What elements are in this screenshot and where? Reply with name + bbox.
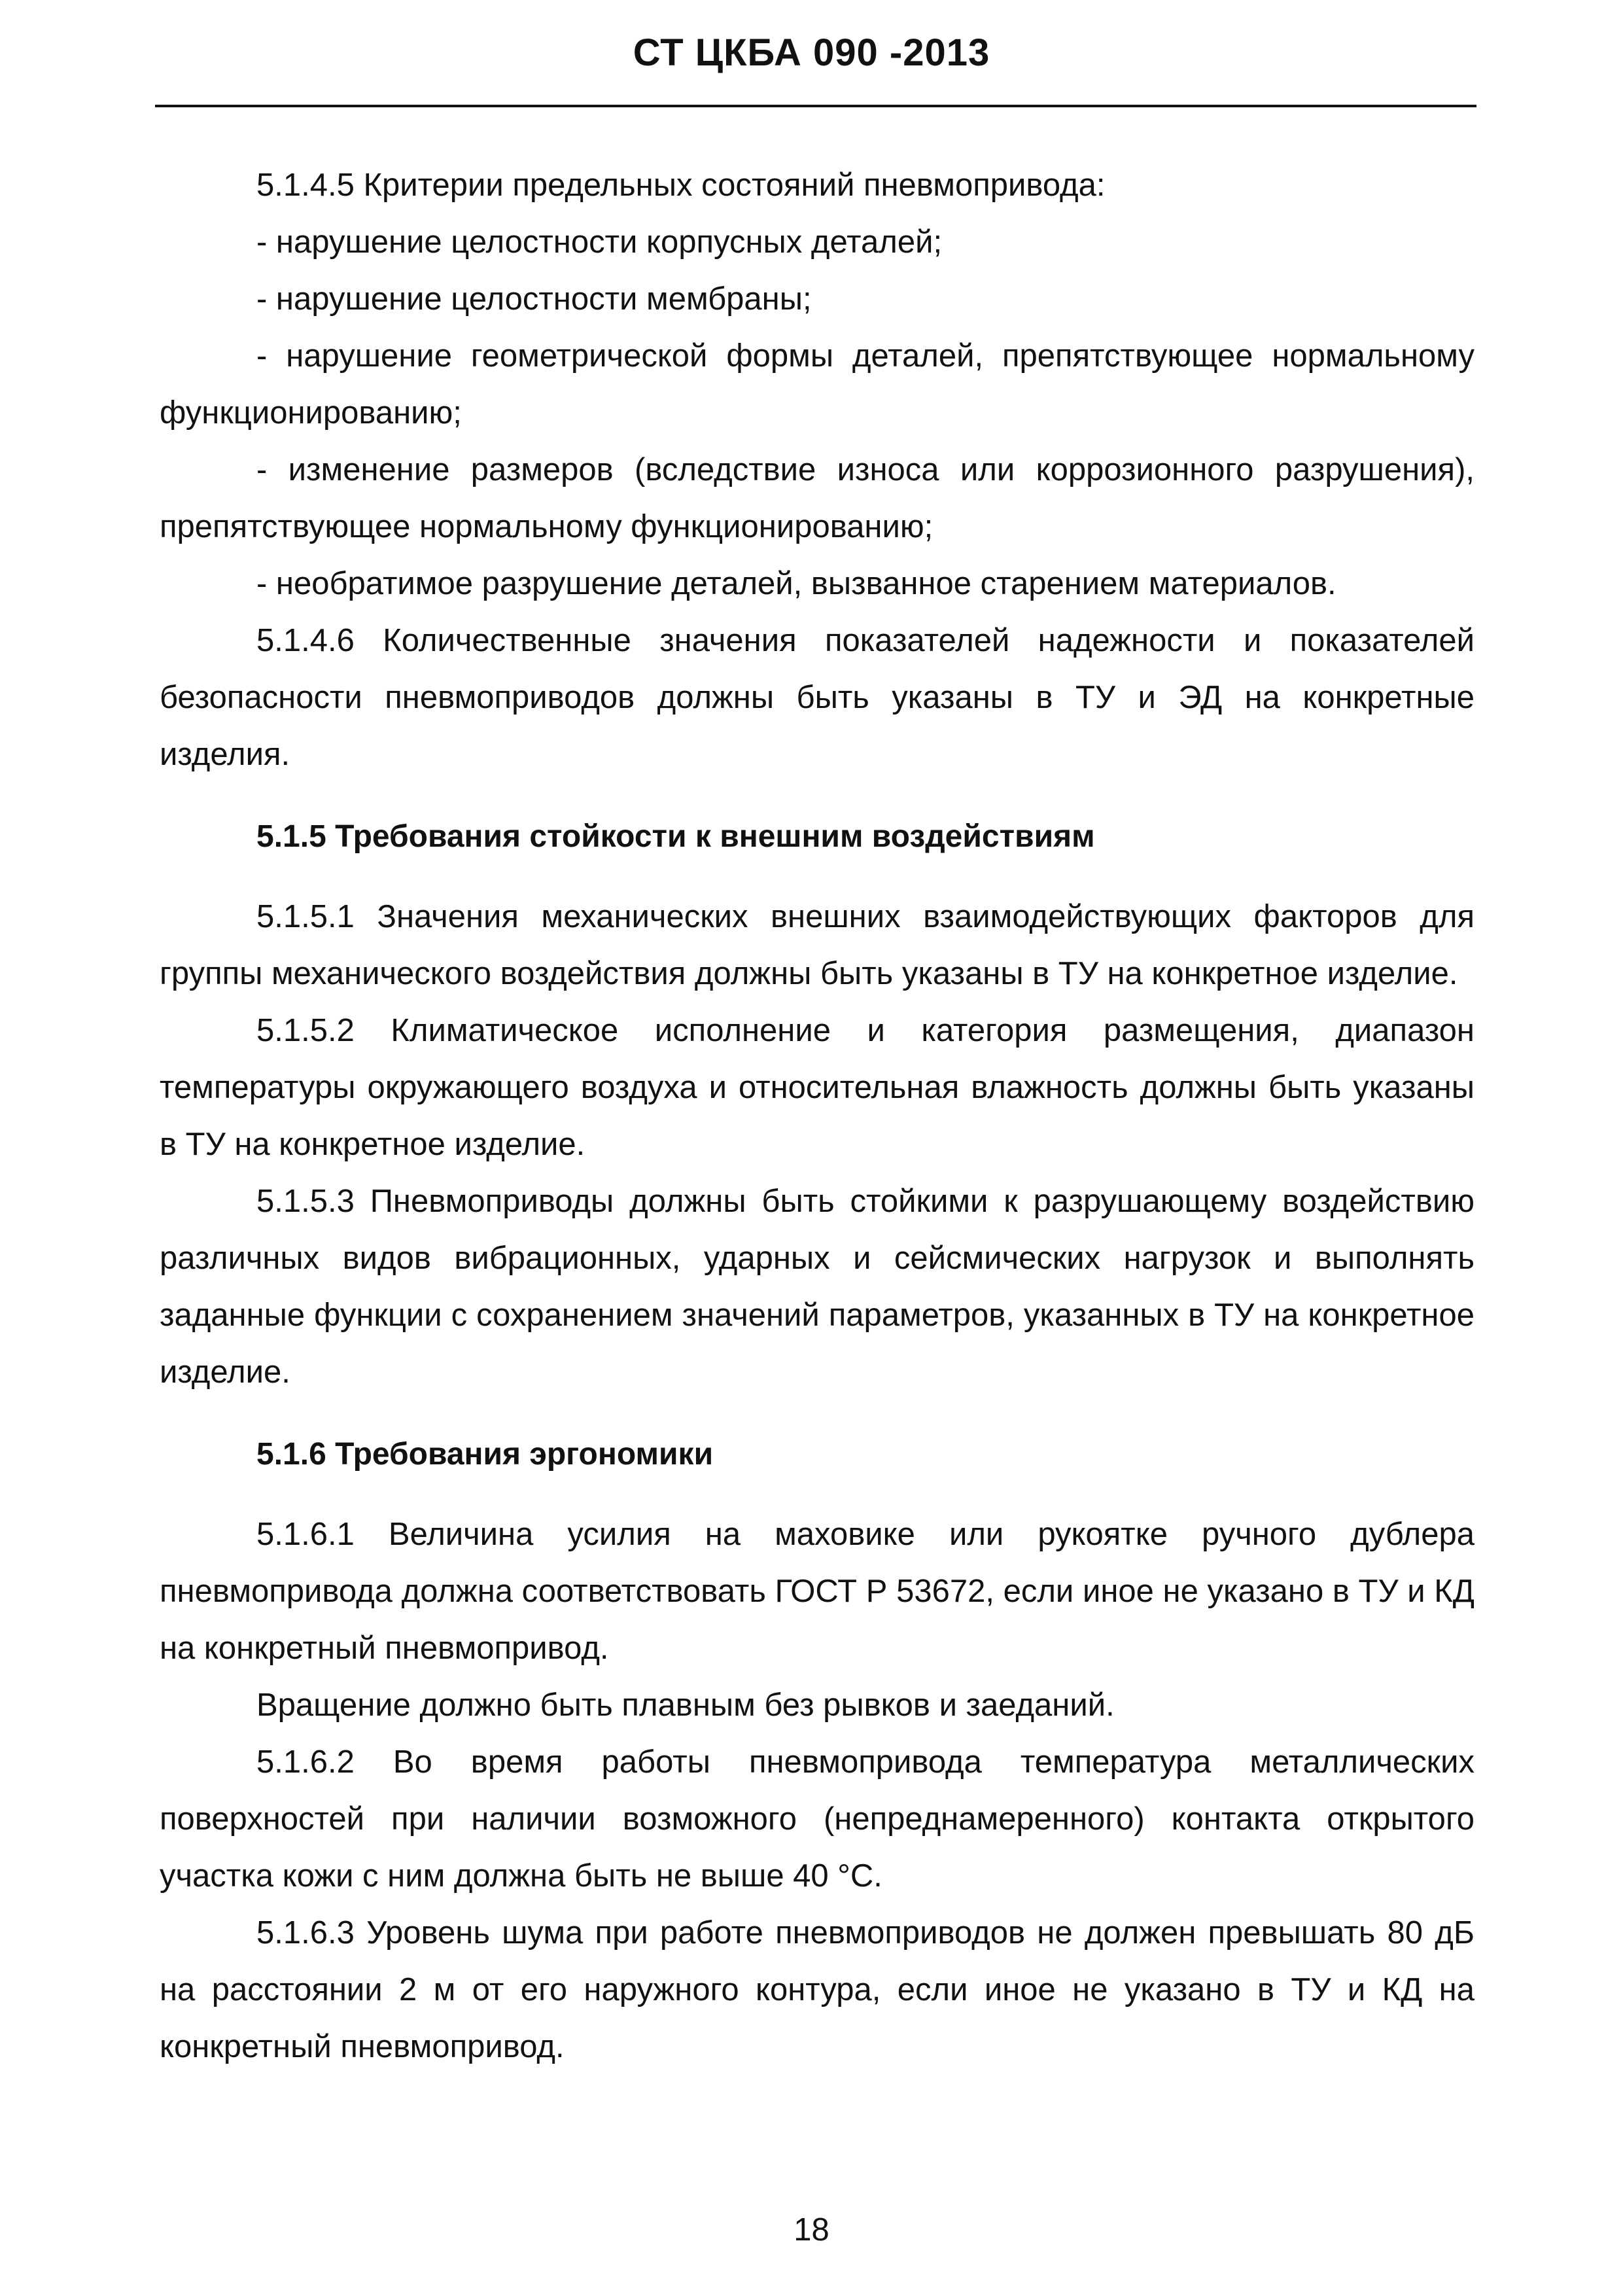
section-heading-5-1-6: 5.1.6 Требования эргономики <box>256 1437 714 1472</box>
paragraph-5-1-6-1: 5.1.6.1 Величина усилия на маховике или рукоятке ручного дублера пневмопривода должна соответствовать ГОСТ Р 53672, если иное не указано в ТУ и КД на конкретный пневмопривод. <box>160 1517 1475 1666</box>
paragraph-5-1-5-2: 5.1.5.2 Климатическое исполнение и категория размещения, диапазон температуры окружающего воздуха и относительная влажность должны быть указаны в ТУ на конкретное изделие. <box>160 1013 1475 1162</box>
document-header-title: СТ ЦКБА 090 -2013 <box>633 31 990 74</box>
header-divider <box>155 105 1476 107</box>
paragraph-rotation: Вращение должно быть плавным без рывков и заеданий. <box>256 1687 1115 1723</box>
paragraph-5-1-6-2: 5.1.6.2 Во время работы пневмопривода температура металлических поверхностей при наличии возможного (непреднамеренного) контакта открытого участка кожи с ним должна быть не выше 40 °С. <box>160 1744 1475 1894</box>
page-number: 18 <box>794 2212 829 2248</box>
paragraph-5-1-5-1: 5.1.5.1 Значения механических внешних взаимодействующих факторов для группы механического воздействия должны быть указаны в ТУ на конкретное изделие. <box>160 899 1475 991</box>
paragraph-5-1-4-5: 5.1.4.5 Критерии предельных состояний пневмопривода: <box>256 168 1106 203</box>
paragraph-5-1-4-6: 5.1.4.6 Количественные значения показателей надежности и показателей безопасности пневмоприводов должны быть указаны в ТУ и ЭД на конкретные изделия. <box>160 623 1475 772</box>
document-body <box>160 157 1475 2075</box>
list-item: - нарушение геометрической формы деталей, препятствующее нормальному функционированию; <box>160 338 1475 431</box>
paragraph-5-1-5-3: 5.1.5.3 Пневмоприводы должны быть стойкими к разрушающему воздействию различных видов вибрационных, ударных и сейсмических нагрузок и выполнять заданные функции с сохранением значений параметров, указанных в ТУ на конкретное изделие. <box>160 1184 1475 1390</box>
paragraph-5-1-6-3: 5.1.6.3 Уровень шума при работе пневмоприводов не должен превышать 80 дБ на расстоянии 2 м от его наружного контура, если иное не указано в ТУ и КД на конкретный пневмопривод. <box>160 1915 1475 2064</box>
section-heading-5-1-5: 5.1.5 Требования стойкости к внешним воздействиям <box>256 819 1095 854</box>
list-item: - необратимое разрушение деталей, вызванное старением материалов. <box>256 566 1336 601</box>
list-item: - нарушение целостности мембраны; <box>256 281 812 317</box>
list-item: - нарушение целостности корпусных деталей; <box>256 224 943 260</box>
list-item: - изменение размеров (вследствие износа или коррозионного разрушения), препятствующее нормальному функционированию; <box>160 452 1475 544</box>
